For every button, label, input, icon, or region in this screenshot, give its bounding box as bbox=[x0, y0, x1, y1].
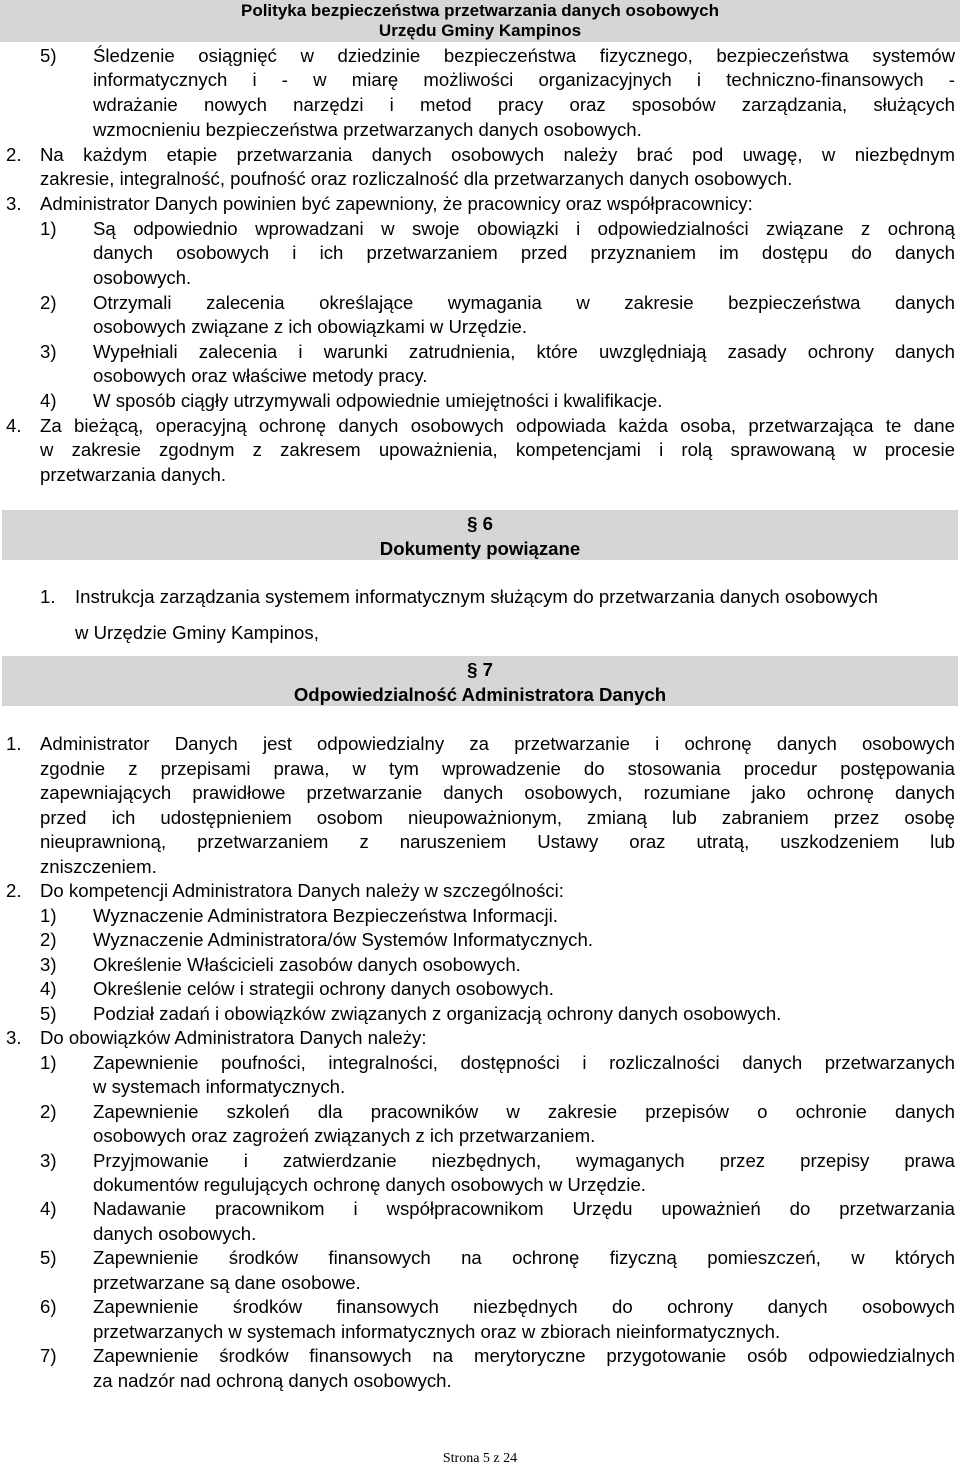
list-item-text: przetwarzane są dane osobowe. bbox=[93, 1272, 361, 1293]
list-item-text: przetwarzanych w systemach informatycznych oraz w zbiorach nieinformatycznych. bbox=[93, 1321, 781, 1342]
list-item-text: informatycznych i - w miarę możliwości organizacyjnych i techniczno-finansowych - bbox=[93, 69, 955, 90]
list-item-text: W sposób ciągły utrzymywali odpowiednie umiejętności i kwalifikacje. bbox=[93, 390, 663, 411]
list-item-text: osobowych oraz właściwe metody pracy. bbox=[93, 365, 428, 386]
list-item-text: Określenie Właścicieli zasobów danych osobowych. bbox=[93, 954, 521, 975]
list-item-text: w systemach informatycznych. bbox=[93, 1076, 346, 1097]
paragraph-text: przetwarzania danych. bbox=[40, 464, 227, 485]
list-number: 3) bbox=[40, 1150, 57, 1171]
list-item-text: dokumentów regulujących ochronę danych osobowych w Urzędzie. bbox=[93, 1174, 646, 1195]
list-number: 1. bbox=[40, 586, 56, 607]
list-item-text: Otrzymali zalecenia określające wymagania w zakresie bezpieczeństwa danych bbox=[93, 292, 955, 313]
paragraph-text: Do kompetencji Administratora Danych należy w szczególności: bbox=[40, 880, 564, 901]
list-item-text: w Urzędzie Gminy Kampinos, bbox=[75, 622, 319, 643]
list-item-text: Zapewnienie poufności, integralności, dostępności i rozliczalności danych przetwarzanych bbox=[93, 1052, 955, 1073]
list-item-text: za nadzór nad ochroną danych osobowych. bbox=[93, 1370, 452, 1391]
list-item-text: danych osobowych i ich przetwarzaniem przed przyznaniem im dostępu do danych bbox=[93, 242, 955, 263]
header-title: Polityka bezpieczeństwa przetwarzania danych osobowych bbox=[240, 1, 720, 20]
paragraph-text: zgodnie z przepisami prawa, w tym wprowadzenie do stosowania procedur postępowania bbox=[40, 758, 955, 779]
list-item-text: osobowych. bbox=[93, 267, 192, 288]
list-item-text: Zapewnienie środków finansowych na merytoryczne przygotowanie osób odpowiedzialnych bbox=[93, 1345, 955, 1366]
list-item-text: Instrukcja zarządzania systemem informatycznym służącym do przetwarzania danych osobowych bbox=[75, 586, 878, 607]
list-number: 2) bbox=[40, 929, 57, 950]
list-item-text: Podział zadań i obowiązków związanych z organizacją ochrony danych osobowych. bbox=[93, 1003, 782, 1024]
list-number: 4) bbox=[40, 978, 57, 999]
paragraph-text: Do obowiązków Administratora Danych należy: bbox=[40, 1027, 427, 1048]
list-number: 4) bbox=[40, 1198, 57, 1219]
page-number: Strona 5 z 24 bbox=[442, 1451, 518, 1466]
section-title: Odpowiedzialność Administratora Danych bbox=[293, 684, 667, 705]
paragraph-number: 2. bbox=[6, 144, 22, 165]
header-subtitle: Urzędu Gminy Kampinos bbox=[378, 21, 582, 40]
section-symbol: § 7 bbox=[467, 659, 493, 680]
list-number: 3) bbox=[40, 954, 57, 975]
paragraph-number: 2. bbox=[6, 880, 22, 901]
paragraph-text: zakresie, integralność, poufność oraz rozliczalność dla przetwarzanych danych osobowych. bbox=[40, 168, 793, 189]
list-item-text: Wypełniali zalecenia i warunki zatrudnienia, które uwzględniają zasady ochrony danych bbox=[93, 341, 955, 362]
list-item-text: Zapewnienie środków finansowych niezbędnych do ochrony danych osobowych bbox=[93, 1296, 955, 1317]
list-item-text: Wyznaczenie Administratora/ów Systemów Informatycznych. bbox=[93, 929, 593, 950]
paragraph-text: przed ich udostępnieniem osobom nieupoważnionym, zmianą lub zabraniem przez osobę bbox=[40, 807, 955, 828]
list-number: 6) bbox=[40, 1296, 57, 1317]
list-number: 2) bbox=[40, 292, 57, 313]
list-number: 1) bbox=[40, 1052, 57, 1073]
paragraph-text: Za bieżącą, operacyjną ochronę danych osobowych odpowiada każda osoba, przetwarzająca te dane bbox=[40, 415, 955, 436]
paragraph-text: Administrator Danych jest odpowiedzialny za przetwarzanie i ochronę danych osobowych bbox=[40, 733, 955, 754]
list-item-text: Nadawanie pracownikom i współpracownikom Urzędu upoważnień do przetwarzania bbox=[93, 1198, 955, 1219]
list-item-text: Określenie celów i strategii ochrony danych osobowych. bbox=[93, 978, 554, 999]
list-number: 4) bbox=[40, 390, 57, 411]
list-number: 1) bbox=[40, 905, 57, 926]
list-item-text: osobowych związane z ich obowiązkami w Urzędzie. bbox=[93, 316, 528, 337]
list-number: 2) bbox=[40, 1101, 57, 1122]
paragraph-text: w zakresie zgodnym z zakresem upoważnienia, kompetencjami i rolą sprawowaną w procesie bbox=[40, 439, 955, 460]
list-item-text: wdrażanie nowych narzędzi i metod pracy oraz sposobów zarządzania, służących bbox=[93, 94, 955, 115]
list-number: 1) bbox=[40, 218, 57, 239]
list-item-text: Zapewnienie środków finansowych na ochronę fizyczną pomieszczeń, w których bbox=[93, 1247, 955, 1268]
section-heading-6 bbox=[2, 510, 958, 560]
paragraph-text: Administrator Danych powinien być zapewniony, że pracownicy oraz współpracownicy: bbox=[40, 193, 753, 214]
paragraph-number: 3. bbox=[6, 1027, 22, 1048]
page-header bbox=[0, 0, 960, 42]
paragraph-number: 1. bbox=[6, 733, 22, 754]
list-number: 7) bbox=[40, 1345, 57, 1366]
list-number: 5) bbox=[40, 1003, 57, 1024]
list-item-text: Śledzenie osiągnięć w dziedzinie bezpieczeństwa fizycznego, bezpieczeństwa systemów bbox=[93, 45, 955, 66]
list-number: 3) bbox=[40, 341, 57, 362]
list-item-text: Wyznaczenie Administratora Bezpieczeństwa Informacji. bbox=[93, 905, 558, 926]
list-item-text: osobowych oraz zagrożeń związanych z ich przetwarzaniem. bbox=[93, 1125, 596, 1146]
paragraph-text: zniszczeniem. bbox=[40, 856, 157, 877]
paragraph-text: nieuprawnioną, przetwarzaniem z naruszeniem Ustawy oraz utratą, uszkodzeniem lub bbox=[40, 831, 955, 852]
list-item-text: Zapewnienie szkoleń dla pracowników w zakresie przepisów o ochronie danych bbox=[93, 1101, 955, 1122]
list-number: 5) bbox=[40, 45, 57, 66]
list-number: 5) bbox=[40, 1247, 57, 1268]
list-item-text: Są odpowiednio wprowadzani w swoje obowiązki i odpowiedzialności związane z ochroną bbox=[93, 218, 955, 239]
list-item-text: danych osobowych. bbox=[93, 1223, 257, 1244]
section-title: Dokumenty powiązane bbox=[379, 538, 581, 559]
paragraph-text: Na każdym etapie przetwarzania danych osobowych należy brać pod uwagę, w niezbędnym bbox=[40, 144, 955, 165]
paragraph-number: 3. bbox=[6, 193, 22, 214]
section-heading-7 bbox=[2, 656, 958, 706]
paragraph-text: zapewniających prawidłowe przetwarzanie danych osobowych, rozumiane jako ochronę danych bbox=[40, 782, 955, 803]
section-symbol: § 6 bbox=[467, 513, 493, 534]
paragraph-number: 4. bbox=[6, 415, 22, 436]
list-item-text: Przyjmowanie i zatwierdzanie niezbędnych, wymaganych przez przepisy prawa bbox=[93, 1150, 955, 1171]
list-item-text: wzmocnieniu bezpieczeństwa przetwarzanych danych osobowych. bbox=[93, 119, 642, 140]
